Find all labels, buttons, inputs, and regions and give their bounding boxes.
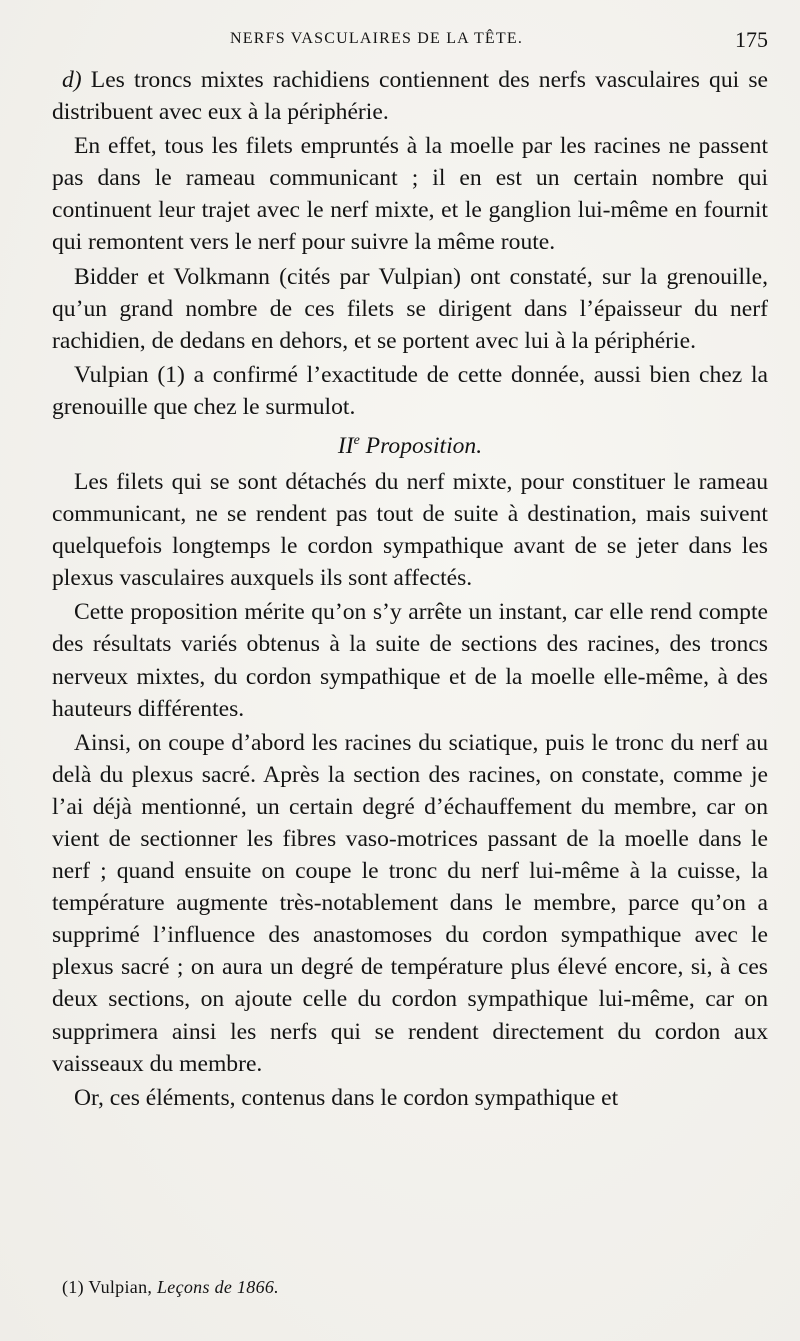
heading-superscript: e bbox=[353, 433, 360, 449]
running-title: NERFS VASCULAIRES DE LA TÊTE. bbox=[230, 30, 524, 47]
footnote-work: Leçons de 1866. bbox=[156, 1277, 279, 1297]
paragraph-text: Les troncs mixtes rachidiens contiennent des nerfs vasculaires qui se distribuent avec eux à la périphérie. bbox=[52, 67, 768, 126]
footnote-author: Vulpian, bbox=[83, 1277, 157, 1297]
paragraph bbox=[52, 64, 768, 128]
footnote bbox=[62, 1277, 762, 1298]
paragraph: Cette proposition mérite qu’on s’y arrête un instant, car elle rend compte des résultats variés obtenus à la suite de sections des racines, des troncs nerveux mixtes, du cordon sympathique et de la moelle elle-même, à des hauteurs différentes. bbox=[52, 599, 768, 722]
page-number: 175 bbox=[735, 27, 768, 52]
paragraph: Bidder et Volkmann (cités par Vulpian) ont constaté, sur la grenouille, qu’un grand nombre de ces filets se dirigent dans l’épaisseur du nerf rachidien, de dedans en dehors, et se portent avec lui à la périphérie. bbox=[52, 263, 768, 354]
paragraph: Ainsi, on coupe d’abord les racines du sciatique, puis le tronc du nerf au delà du plexus sacré. Après la section des racines, on constate, comme je l’ai déjà mentionné, un certain degré d’échauffement du membre, car on vient de sectionner les fibres vaso-motrices passant de la moelle dans le nerf ; quand ensuite on coupe le tronc du nerf lui-même à la cuisse, la température augmente très-notablement dans le membre, parce qu’on a supprimé l’influence des anastomoses du cordon sympathique avec le plexus sacré ; on aura un degré de température plus élevé encore, si, à ces deux sections, on ajoute celle du cordon sympathique lui-même, car on supprimera ainsi les nerfs qui se rendent directement du cordon aux vaisseaux du membre. bbox=[52, 729, 768, 1077]
paragraph: Vulpian (1) a confirmé l’exactitude de cette donnée, aussi bien chez la grenouille que chez le surmulot. bbox=[52, 361, 768, 420]
paragraph-marker: d) bbox=[62, 67, 82, 93]
paragraph: Les filets qui se sont détachés du nerf mixte, pour constituer le rameau communicant, ne se rendent pas tout de suite à destination, mais suivent quelquefois longtemps le cordon sympathique avant de se jeter dans les plexus vasculaires auxquels ils sont affectés. bbox=[52, 468, 768, 592]
body-text bbox=[52, 64, 768, 1116]
paragraph: En effet, tous les filets empruntés à la moelle par les racines ne passent pas dans le rameau communicant ; il en est un certain nombre qui continuent leur trajet avec le nerf mixte, et le ganglion lui-même en fournit qui remontent vers le nerf pour suivre la même route. bbox=[52, 133, 768, 256]
heading-title: Proposition. bbox=[359, 432, 483, 459]
paragraph: Or, ces éléments, contenus dans le cordon sympathique et bbox=[74, 1084, 619, 1111]
page-header bbox=[52, 27, 768, 58]
heading-numeral: II bbox=[337, 432, 354, 459]
section-heading bbox=[52, 425, 768, 462]
footnote-marker: (1) bbox=[62, 1277, 84, 1297]
